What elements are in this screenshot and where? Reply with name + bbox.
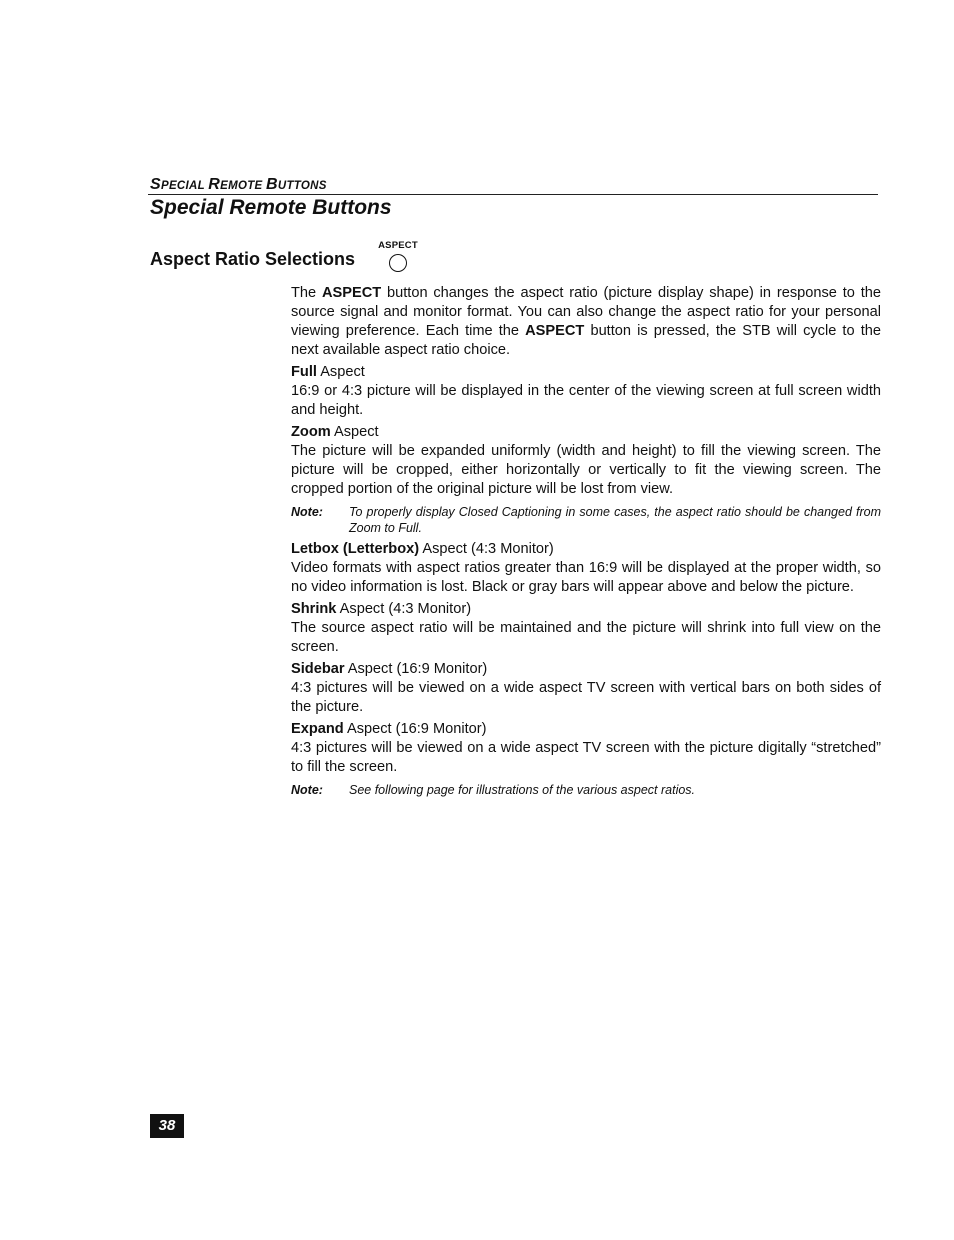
note-text: To properly display Closed Captioning in some cases, the aspect ratio should be changed from Zoom to Full. xyxy=(349,505,881,535)
note-2 xyxy=(291,782,881,798)
item-name: Full xyxy=(291,364,317,380)
item-text-letterbox: Video formats with aspect ratios greater than 16:9 will be displayed at the proper width, so no video information is lost. Black or gray bars will appear above and below the picture. xyxy=(291,560,881,595)
intro-bold-1: ASPECT xyxy=(321,285,382,301)
item-suffix: Aspect (16:9 Monitor) xyxy=(343,721,487,737)
header-rest-1: PECIAL xyxy=(160,180,209,192)
item-heading-zoom xyxy=(291,423,881,442)
item-heading-shrink xyxy=(291,600,881,619)
note-text: See following page for illustrations of the various aspect ratios. xyxy=(349,783,696,797)
item-suffix: Aspect (16:9 Monitor) xyxy=(344,661,488,677)
page-title: Special Remote Buttons xyxy=(150,196,392,219)
item-text-sidebar: 4:3 pictures will be viewed on a wide aspect TV screen with vertical bars on both sides of the picture. xyxy=(291,680,881,715)
intro-text-1: The xyxy=(291,285,322,301)
running-header xyxy=(150,176,327,194)
item-text-shrink: The source aspect ratio will be maintained and the picture will shrink into full view on the screen. xyxy=(291,620,881,655)
item-heading-expand xyxy=(291,720,881,739)
section-title: Aspect Ratio Selections xyxy=(150,249,356,269)
item-suffix: Aspect (4:3 Monitor) xyxy=(336,601,472,617)
item-text-zoom: The picture will be expanded uniformly (width and height) to fill the viewing screen. The picture will be cropped, either horizontally or vertically to fit the viewing screen. The cropped portion of the original picture will be lost from view. xyxy=(291,443,881,497)
note-label: Note: xyxy=(291,783,323,797)
header-rest-2: EMOTE xyxy=(220,180,266,192)
item-heading-full xyxy=(291,363,881,382)
note-1 xyxy=(291,504,881,536)
intro-text-3: button is pressed, the STB will cycle to the next available aspect ratio choice. xyxy=(291,323,881,358)
item-name: Shrink xyxy=(291,601,337,617)
item-name: Sidebar xyxy=(291,661,345,677)
item-suffix: Aspect xyxy=(330,424,379,440)
circle-button-icon xyxy=(389,254,407,272)
item-text-full: 16:9 or 4:3 picture will be displayed in the center of the viewing screen at full screen width and height. xyxy=(291,383,881,418)
page-number: 38 xyxy=(150,1114,184,1138)
item-suffix: Aspect xyxy=(316,364,365,380)
item-name: Expand xyxy=(291,721,344,737)
header-cap-3: B xyxy=(266,176,278,193)
intro-text-2: button changes the aspect ratio (picture display shape) in response to the source signal and monitor format. You can also change the aspect ratio for your personal viewing preference. Each time the xyxy=(291,285,881,339)
header-rest-3: UTTONS xyxy=(277,180,327,192)
header-cap-1: S xyxy=(150,176,161,193)
item-text-expand: 4:3 pictures will be viewed on a wide aspect TV screen with the picture digitally “stretched” to fill the screen. xyxy=(291,740,881,775)
item-name: Zoom xyxy=(291,424,331,440)
body-content xyxy=(291,284,881,802)
item-suffix: Aspect (4:3 Monitor) xyxy=(419,541,554,557)
item-heading-letterbox xyxy=(291,540,881,559)
aspect-button-label: ASPECT xyxy=(378,240,418,251)
note-label: Note: xyxy=(291,505,323,519)
header-divider xyxy=(148,194,878,195)
item-name: Letbox (Letterbox) xyxy=(291,541,420,557)
item-heading-sidebar xyxy=(291,660,881,679)
aspect-button-graphic xyxy=(372,240,424,272)
intro-paragraph xyxy=(291,284,881,360)
header-cap-2: R xyxy=(208,176,221,193)
intro-bold-2: ASPECT xyxy=(525,323,585,339)
